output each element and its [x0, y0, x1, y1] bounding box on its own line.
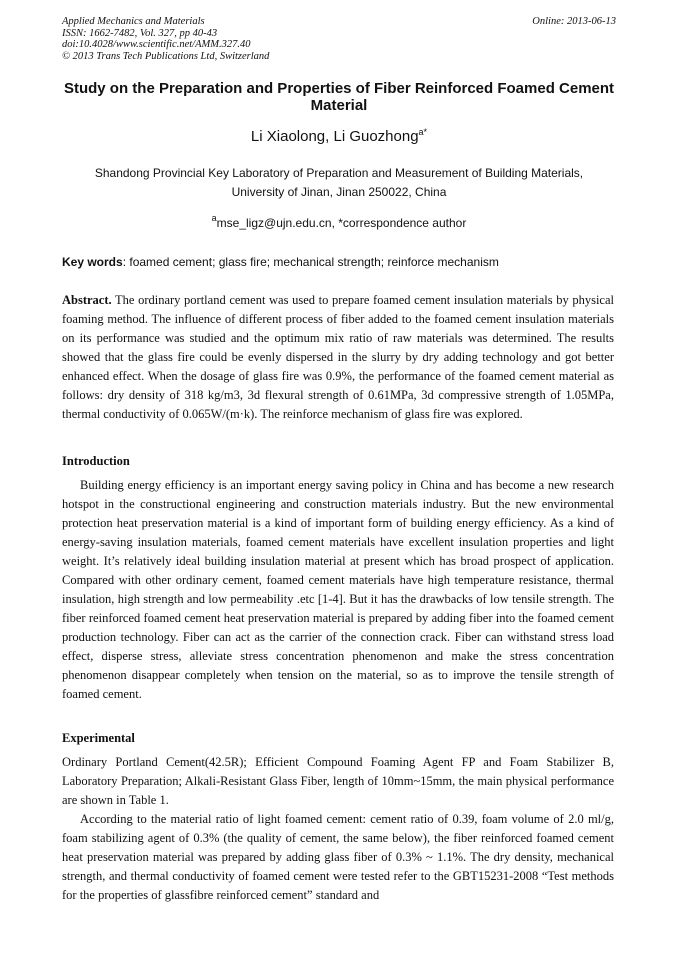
journal-header [62, 16, 616, 62]
experimental-heading: Experimental [62, 731, 135, 745]
author-names: Li Xiaolong, Li Guozhong [250, 128, 419, 145]
author-list [62, 128, 616, 146]
keywords-text: : foamed cement; glass fire; mechanical strength; reinforce mechanism [122, 255, 499, 269]
keywords [62, 254, 616, 270]
online-date: Online: 2013-06-13 [532, 16, 616, 27]
affiliation-line-1: Shandong Provincial Key Laboratory of Preparation and Measurement of Building Materials, [94, 166, 584, 180]
doi-link[interactable]: doi:10.4028/www.scientific.net/AMM.327.40 [62, 39, 251, 50]
experimental-paragraph-2: According to the material ratio of light foamed cement: cement ratio of 0.39, foam volume of 2.0 ml/g, foam stabilizing agent of 0.3% (the quality of cement, the same below), the fiber reinforced foamed cement heat preservation material was prepared by adding glass fiber of 0.3% ~ 1.1%. The dry density, mechanical strength, and thermal conductivity of foamed cement were tested refer to the GBT15231-2008 “Test methods for the properties of glassfibre reinforced cement” standard and [62, 812, 614, 902]
affiliation [62, 164, 616, 202]
affiliation-line-2: University of Jinan, Jinan 250022, China [231, 185, 447, 199]
abstract-text: The ordinary portland cement was used to prepare foamed cement insulation materials by physical foaming method. The influence of different process of fiber added to the foamed cement insulation materials on its performance was studied and the optimum mix ratio of raw materials was determined. The results showed that the glass fire could be evenly dispersed in the slurry by dry adding technology and got better enhanced effect. When the dosage of glass fire was 0.9%, the performance of the foamed cement material as follows: dry density of 318 kg/m3, 3d flexural strength of 0.61MPa, 3d compressive strength of 1.05MPa, thermal conductivity of 0.065W/(m·k). The reinforce mechanism of glass fire was explored. [62, 293, 614, 421]
abstract-label: Abstract. [62, 293, 112, 307]
author-superscript: a* [418, 127, 428, 137]
correspondence [62, 215, 616, 231]
email-address[interactable]: mse_ligz@ujn.edu.cn, *correspondence author [216, 216, 467, 230]
experimental-paragraph-1: Ordinary Portland Cement(42.5R); Efficient Compound Foaming Agent FP and Foam Stabilizer B, Laboratory Preparation; Alkali-Resistant Glass Fiber, length of 10mm~15mm, the main physical performance are shown in Table 1. [62, 755, 614, 807]
paper-title: Study on the Preparation and Properties of Fiber Reinforced Foamed Cement Material [63, 80, 615, 114]
introduction-heading: Introduction [62, 454, 130, 468]
email-superscript: a [211, 213, 217, 223]
issn-line: ISSN: 1662-7482, Vol. 327, pp 40-43 [62, 27, 218, 39]
abstract [62, 291, 614, 424]
journal-name: Applied Mechanics and Materials [62, 16, 205, 27]
introduction-paragraph: Building energy efficiency is an important energy saving policy in China and has become a new research hotspot in the constructional engineering and construction materials industry. But the new environmental protection heat preservation material is a kind of important form of building energy efficiency. As a kind of energy-saving insulation materials, foamed cement materials have excellent insulation properties and light weight. It’s relatively ideal building insulation material at present which has broad prospect of application. Compared with other ordinary cement, foamed cement materials have high temperature resistance, thermal insulation, high strength and low permeability .etc [1-4]. But it has the drawbacks of low tensile strength. The fiber reinforced foamed cement heat preservation material is prepared by adding fiber into the foamed cement production technology. Fiber can act as the carrier of the connection crack. Fiber can withstand stress load effect, disperse stress, alleviate stress concentration phenomenon and make the stress concentration phenomenon disappear completely when tension on the material, so as to improve the tensile strength of foamed cement. [62, 478, 614, 701]
copyright-line: © 2013 Trans Tech Publications Ltd, Switzerland [62, 50, 270, 62]
keywords-label: Key words [62, 255, 123, 269]
